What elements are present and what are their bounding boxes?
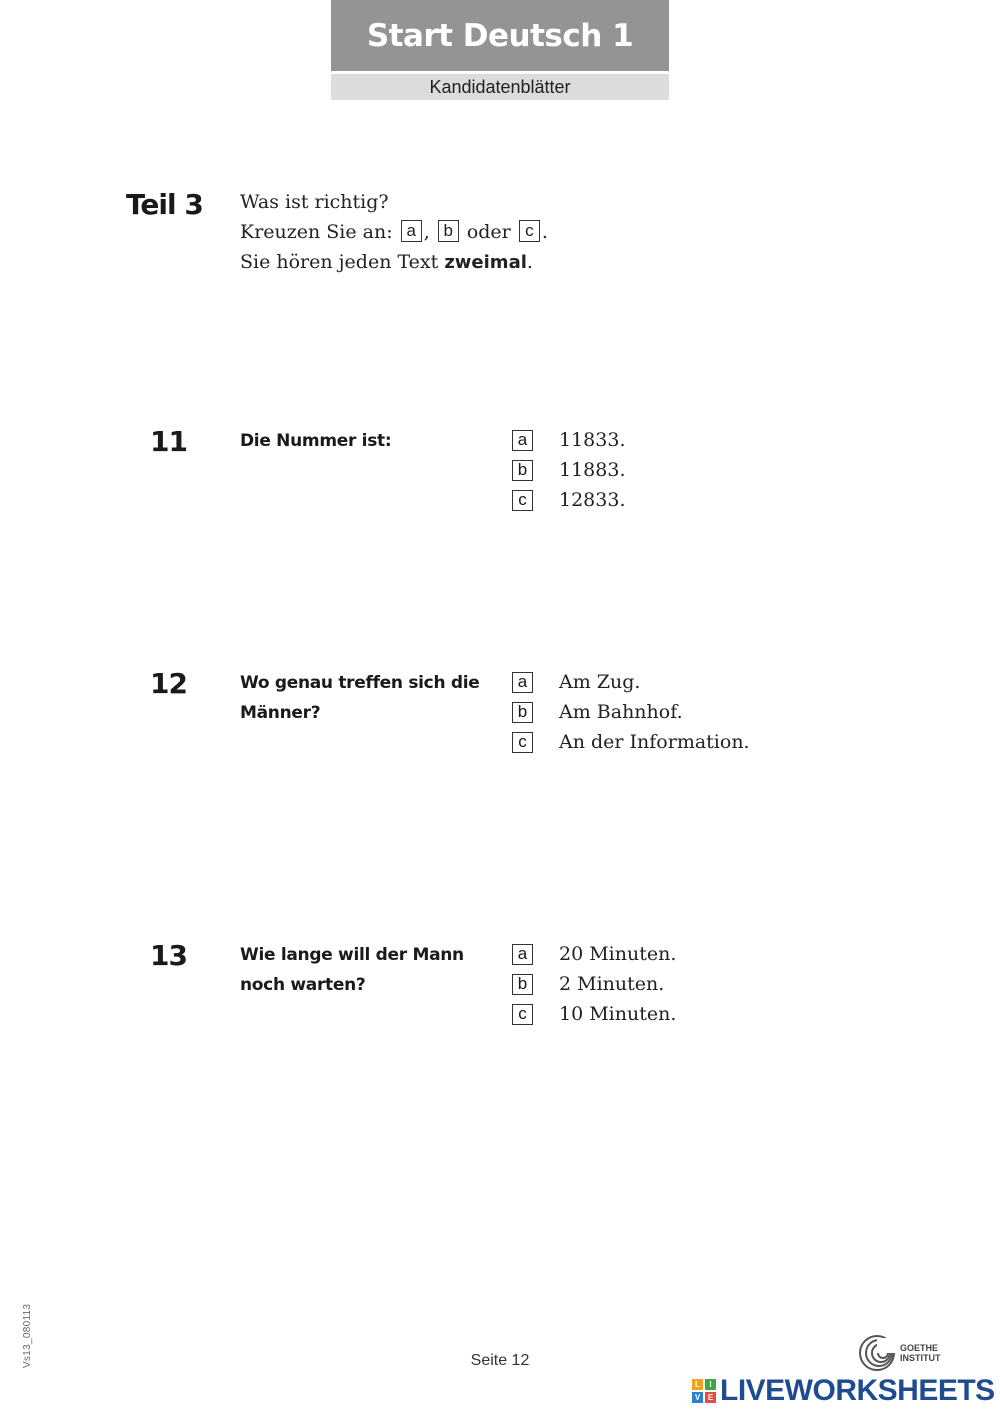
option-c[interactable] (512, 727, 750, 757)
question-text: Wie lange will der Mann noch warten? (240, 945, 464, 995)
option-checkbox[interactable]: b (512, 974, 533, 995)
option-checkbox[interactable]: a (512, 430, 533, 451)
question-text: Die Nummer ist: (240, 431, 392, 451)
option-checkbox[interactable]: c (512, 490, 533, 511)
options (512, 667, 750, 757)
goethe-line-2: INSTITUT (900, 1353, 941, 1363)
box-c: c (519, 220, 540, 242)
instruction-3-bold: zweimal (444, 252, 527, 273)
lw-cell-l: L (692, 1379, 703, 1390)
option-text: 10 Minuten. (559, 1003, 677, 1025)
option-checkbox[interactable]: c (512, 1004, 533, 1025)
lw-cell-v: V (692, 1392, 703, 1403)
option-text: 12833. (559, 489, 626, 511)
box-b: b (438, 220, 459, 242)
liveworksheets-icon (692, 1379, 716, 1403)
instruction-line-3 (240, 247, 548, 278)
option-checkbox[interactable]: c (512, 732, 533, 753)
option-text: An der Information. (559, 731, 750, 753)
options (512, 425, 625, 515)
liveworksheets-logo[interactable] (692, 1374, 995, 1408)
header-title: Start Deutsch 1 (331, 0, 669, 71)
section-label: Teil 3 (126, 188, 203, 221)
goethe-logo (858, 1334, 941, 1372)
instruction-line-1: Was ist richtig? (240, 191, 389, 213)
question-number: 12 (150, 667, 187, 700)
liveworksheets-wordmark: LIVEWORKSHEETS (720, 1374, 995, 1407)
period: . (541, 221, 548, 243)
option-text: 2 Minuten. (559, 973, 665, 995)
instruction-3-suffix: . (526, 251, 533, 273)
goethe-text (900, 1343, 941, 1363)
header-subtitle: Kandidatenblätter (331, 74, 669, 100)
instruction-line-2 (240, 217, 548, 247)
option-checkbox[interactable]: b (512, 460, 533, 481)
option-checkbox[interactable]: a (512, 944, 533, 965)
option-c[interactable] (512, 485, 625, 515)
page-number: Seite 12 (470, 1352, 530, 1369)
question-number: 11 (150, 425, 187, 458)
goethe-spiral-icon (858, 1334, 896, 1372)
box-a: a (401, 220, 422, 242)
lw-cell-e: E (705, 1392, 716, 1403)
option-a[interactable] (512, 667, 750, 697)
option-b[interactable] (512, 455, 625, 485)
option-c[interactable] (512, 999, 676, 1029)
oder-text: oder (466, 221, 511, 243)
question-number: 13 (150, 939, 187, 972)
option-text: 20 Minuten. (559, 943, 677, 965)
instruction-3-prefix: Sie hören jeden Text (240, 251, 439, 273)
option-text: Am Bahnhof. (559, 701, 683, 723)
lw-cell-i: I (705, 1379, 716, 1390)
goethe-line-1: GOETHE (900, 1343, 939, 1353)
question-text: Wo genau treffen sich die Männer? (240, 673, 480, 723)
option-b[interactable] (512, 697, 750, 727)
document-code: Vs13_080113 (22, 1303, 33, 1368)
option-text: 11833. (559, 429, 626, 451)
option-text: 11883. (559, 459, 626, 481)
option-checkbox[interactable]: b (512, 702, 533, 723)
instruction-2-prefix: Kreuzen Sie an: (240, 221, 393, 243)
option-text: Am Zug. (559, 671, 641, 693)
option-checkbox[interactable]: a (512, 672, 533, 693)
options (512, 939, 676, 1029)
option-b[interactable] (512, 969, 676, 999)
comma: , (423, 221, 430, 243)
option-a[interactable] (512, 939, 676, 969)
option-a[interactable] (512, 425, 625, 455)
instructions (240, 187, 548, 278)
